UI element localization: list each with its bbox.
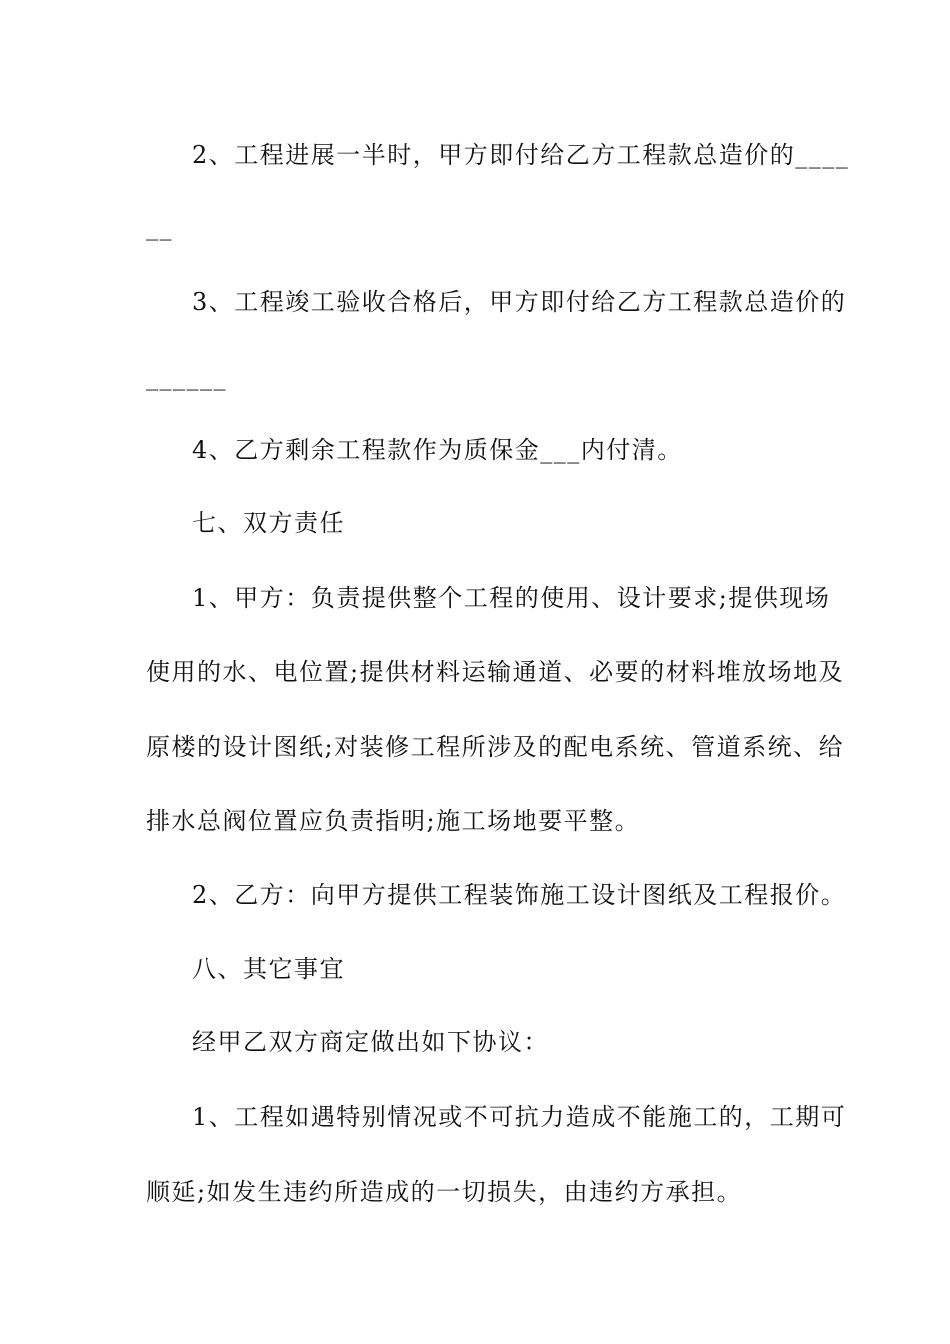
paragraph-party-a-line-1: 1、甲方：负责提供整个工程的使用、设计要求;提供现场: [192, 584, 831, 612]
paragraph-party-b: 2、乙方：向甲方提供工程装饰施工设计图纸及工程报价。: [192, 881, 847, 909]
paragraph-force-majeure-line-2: 顺延;如发生违约所造成的一切损失，由违约方承担。: [146, 1178, 743, 1206]
paragraph-payment-completion-continued: ______: [146, 363, 227, 391]
paragraph-party-a-line-4: 排水总阀位置应负责指明;施工场地要平整。: [146, 807, 641, 835]
paragraph-party-a-line-3: 原楼的设计图纸;对装修工程所涉及的配电系统、管道系统、给: [146, 733, 845, 761]
section-heading-other-matters: 八、其它事宜: [192, 955, 345, 983]
paragraph-payment-half-continued: __: [146, 213, 173, 241]
paragraph-agreement-intro: 经甲乙双方商定做出如下协议：: [192, 1028, 549, 1056]
paragraph-payment-completion: 3、工程竣工验收合格后，甲方即付给乙方工程款总造价的: [192, 288, 847, 316]
paragraph-payment-remaining: 4、乙方剩余工程款作为质保金___内付清。: [192, 436, 683, 464]
paragraph-payment-half: 2、工程进展一半时，甲方即付给乙方工程款总造价的____: [192, 141, 850, 169]
section-heading-responsibilities: 七、双方责任: [192, 509, 345, 537]
paragraph-force-majeure-line-1: 1、工程如遇特别情况或不可抗力造成不能施工的，工期可: [192, 1103, 847, 1131]
paragraph-party-a-line-2: 使用的水、电位置;提供材料运输通道、必要的材料堆放场地及: [146, 658, 845, 686]
